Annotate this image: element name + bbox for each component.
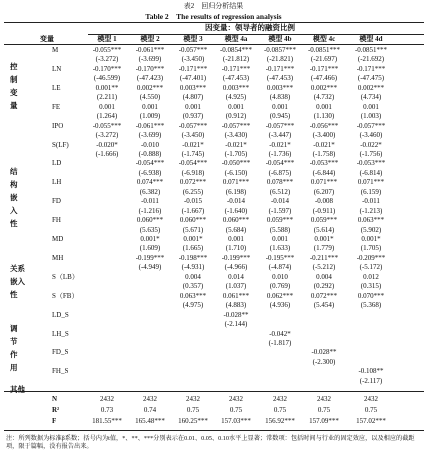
table-cell: (-21.821) — [266, 55, 294, 64]
table-cell: (1.009) — [139, 112, 161, 121]
table-cell: (-0.888) — [138, 149, 162, 158]
model-header: 模型 4d — [359, 35, 383, 43]
table-cell: (4.734) — [360, 93, 382, 102]
table-cell: -0.021* — [225, 140, 247, 149]
table-cell: (0.357) — [182, 282, 204, 291]
table-cell: -0.011 — [362, 197, 380, 206]
table-cell: (-2.117) — [359, 376, 383, 385]
model-header: 模型 4b — [268, 35, 292, 43]
group-label-char: 入 — [10, 206, 18, 215]
table-cell: (6.382) — [139, 187, 161, 196]
table-cell: -0.171*** — [178, 64, 208, 73]
table-cell: (5.902) — [360, 225, 382, 234]
table-cell: 0.001* — [183, 235, 203, 243]
table-cell: -0.171*** — [356, 64, 386, 73]
group-label-char: 构 — [10, 180, 18, 189]
table-cell: (-21.692) — [357, 55, 385, 64]
table-cell: (5.671) — [182, 225, 204, 234]
table-cell: (1.705) — [360, 244, 382, 253]
stat-name: N — [52, 395, 58, 403]
table-cell: -0.211*** — [309, 253, 339, 262]
stat-name: F — [52, 417, 57, 425]
table-cell: (-6.150) — [224, 168, 248, 177]
table-cell: (-47.423) — [136, 74, 164, 83]
table-cell: (-47.401) — [179, 74, 207, 83]
table-cell: -0.014 — [226, 197, 246, 206]
table-cell: 0.004 — [185, 272, 201, 281]
variable-name: LE — [52, 83, 61, 92]
table-cell: -0.021* — [182, 140, 204, 149]
table-cell: 0.060*** — [222, 216, 250, 225]
table-cell: (1.609) — [139, 244, 161, 253]
table-cell: (-47.453) — [222, 74, 250, 83]
table-cell: 0.078*** — [266, 178, 294, 187]
table-cell: 0.002*** — [136, 83, 164, 92]
group-label-char: 量 — [10, 101, 18, 110]
table-cell: 0.003*** — [222, 83, 250, 92]
table-cell: (1.779) — [313, 244, 335, 253]
table-cell: -0.198*** — [178, 253, 208, 262]
table-cell: -0.170*** — [92, 64, 122, 73]
table-cell: (0.769) — [269, 282, 291, 291]
table-cell: 0.071*** — [222, 178, 250, 187]
table-cell: -0.055*** — [92, 121, 122, 130]
table-cell: 0.004 — [316, 272, 332, 281]
stat-cell: 157.02*** — [356, 417, 386, 425]
variable-name: FD_S — [52, 348, 69, 357]
table-cell: (0.315) — [360, 282, 382, 291]
table-cell: -0.171*** — [309, 64, 339, 73]
table-cell: -0.008 — [314, 197, 334, 206]
table-cell: 0.001 — [228, 102, 244, 111]
table-cell: (-6.814) — [359, 168, 383, 177]
table-cell: (5.684) — [225, 225, 247, 234]
group-label-char: 关系 — [10, 264, 25, 273]
table-cell: (-3.450) — [181, 55, 205, 64]
table-cell: (6.159) — [360, 187, 382, 196]
table-cell: (0.912) — [225, 112, 247, 121]
group-label-char: 变 — [10, 88, 18, 97]
table-cell: 0.070*** — [357, 291, 385, 300]
table-cell: -0.108** — [358, 367, 384, 376]
dependent-variable-label: 因变量：领导者的融资比例 — [205, 23, 295, 32]
model-header: 模型 2 — [140, 35, 160, 43]
table-cell: (1.003) — [360, 112, 382, 121]
table-cell: (-3.272) — [95, 131, 119, 140]
stat-cell: 181.55*** — [92, 417, 122, 425]
model-header: 模型 3 — [183, 35, 203, 43]
table-cell: 0.001 — [316, 102, 332, 111]
table-cell: 0.071*** — [310, 178, 338, 187]
table-cell: (-3.460) — [359, 131, 383, 140]
stat-cell: 2432 — [317, 395, 331, 403]
table-cell: (-2.144) — [224, 320, 248, 329]
table-cell: (-4.874) — [268, 263, 292, 272]
table-cell: -0.014 — [270, 197, 290, 206]
table-cell: -0.021* — [269, 140, 291, 149]
table-cell: 0.012 — [363, 272, 379, 281]
table-cell: 0.003*** — [179, 83, 207, 92]
table-cell: 0.001* — [361, 235, 381, 243]
variable-name: M — [52, 46, 59, 54]
table-cell: (-5.172) — [359, 263, 383, 272]
table-cell: 0.014 — [228, 272, 244, 281]
variable-name: S（LB） — [52, 272, 79, 281]
table-cell: (-47.466) — [310, 74, 338, 83]
table-cell: -0.0851*** — [354, 46, 388, 54]
table-cell: (1.037) — [225, 282, 247, 291]
table-cell: (-1.640) — [224, 206, 248, 215]
table-cell: (4.550) — [139, 93, 161, 102]
table-cell: 0.001 — [228, 235, 244, 243]
group-label-char: 节 — [10, 337, 18, 346]
table-cell: (-3.400) — [312, 131, 336, 140]
stats-top-rule — [4, 391, 424, 392]
stat-cell: 2432 — [364, 395, 378, 403]
table-cell: -0.0851*** — [307, 46, 341, 54]
variable-name: S（FB） — [52, 291, 79, 300]
table-cell: 0.010 — [272, 272, 288, 281]
table-cell: (-47.453) — [266, 74, 294, 83]
model-header: 模型 4a — [224, 35, 248, 43]
table-cell: (-1.597) — [268, 206, 292, 215]
table-cell: -0.021* — [313, 140, 335, 149]
table-cell: -0.061*** — [135, 121, 165, 130]
variable-name: LN — [52, 64, 62, 73]
table-cell: (4.838) — [269, 93, 291, 102]
table-cell: (-6.875) — [268, 168, 292, 177]
table-cell: (1.264) — [96, 112, 118, 121]
table-cell: (0.945) — [269, 112, 291, 121]
table-cell: -0.011 — [141, 197, 159, 206]
group-label-char: 性 — [10, 219, 18, 228]
variable-name: LD — [52, 159, 62, 168]
table-cell: -0.053*** — [309, 159, 339, 168]
stat-cell: 0.75 — [317, 406, 331, 414]
table-bottom-rule — [4, 430, 424, 431]
variable-name: LH_S — [52, 329, 69, 338]
group-label-char: 调 — [10, 324, 18, 333]
table-cell: (-46.599) — [93, 74, 121, 83]
table-cell: -0.015 — [183, 197, 203, 206]
table-cell: (1.130) — [313, 112, 335, 121]
stat-cell: 0.75 — [273, 406, 287, 414]
table-cell: -0.170*** — [135, 64, 165, 73]
table-cell: 0.001 — [363, 102, 379, 111]
table-cell: (5.368) — [360, 301, 382, 310]
table-cell: 0.059*** — [310, 216, 338, 225]
table-cell: (-3.450) — [181, 131, 205, 140]
table-cell: (1.633) — [269, 244, 291, 253]
table-cell: (-3.447) — [268, 131, 292, 140]
table-cell: -0.020* — [96, 140, 118, 149]
table-cell: -0.028** — [311, 348, 337, 357]
stat-name: R² — [52, 406, 60, 414]
table-cell: -0.199*** — [221, 253, 251, 262]
table-caption-en: Table 2 The results of regression analysis — [145, 12, 282, 21]
table-cell: -0.053*** — [356, 159, 386, 168]
table-cell: (-6.938) — [138, 168, 162, 177]
table-cell: -0.028** — [223, 310, 249, 319]
table-cell: -0.056*** — [309, 121, 339, 130]
table-cell: (-1.705) — [224, 149, 248, 158]
table-cell: 0.061*** — [222, 291, 250, 300]
table-cell: (-3.430) — [224, 131, 248, 140]
stat-cell: 156.92*** — [265, 417, 295, 425]
stat-cell: 160.25*** — [178, 417, 208, 425]
table-cell: 0.072*** — [310, 291, 338, 300]
stat-cell: 157.03*** — [221, 417, 251, 425]
table-cell: (5.588) — [269, 225, 291, 234]
table-cell: (-1.667) — [181, 206, 205, 215]
table-cell: (6.255) — [182, 187, 204, 196]
stat-cell: 2432 — [100, 395, 114, 403]
table-cell: 0.001 — [272, 102, 288, 111]
table-cell: (-1.817) — [268, 338, 292, 347]
stat-cell: 157.09*** — [309, 417, 339, 425]
table-cell: -0.057*** — [265, 121, 295, 130]
table-cell: -0.022* — [360, 140, 382, 149]
variable-name: MH — [52, 253, 64, 262]
table-cell: (-1.758) — [312, 149, 336, 158]
table-cell: 0.001 — [185, 102, 201, 111]
table-cell: (0.292) — [313, 282, 335, 291]
table-cell: -0.171*** — [221, 64, 251, 73]
group-label-char: 控 — [10, 62, 18, 71]
table-cell: -0.057*** — [178, 121, 208, 130]
table-cell: (-1.666) — [95, 149, 119, 158]
table-cell: (0.937) — [182, 112, 204, 121]
table-cell: (5.635) — [139, 225, 161, 234]
table-cell: 0.001 — [99, 102, 115, 111]
table-cell: 0.072*** — [179, 178, 207, 187]
table-cell: (-47.475) — [357, 74, 385, 83]
table-cell: -0.0854*** — [219, 46, 253, 54]
table-cell: 0.060*** — [179, 216, 207, 225]
variable-column-header: 变量 — [40, 35, 54, 43]
group-label-char: 性 — [10, 290, 18, 299]
table-cell: 0.001* — [140, 235, 160, 243]
table-cell: (4.975) — [182, 301, 204, 310]
table-cell: 0.003*** — [266, 83, 294, 92]
table-cell: 0.060*** — [136, 216, 164, 225]
table-cell: (4.936) — [269, 301, 291, 310]
variable-name: LH — [52, 178, 62, 187]
header-bottom-rule — [4, 44, 424, 45]
table-cell: (5.614) — [313, 225, 335, 234]
stat-cell: 0.75 — [186, 406, 200, 414]
stat-cell: 2432 — [143, 395, 157, 403]
table-cell: -0.0857*** — [263, 46, 297, 54]
variable-name: MD — [52, 235, 64, 243]
table-cell: -0.054*** — [135, 159, 165, 168]
table-cell: -0.199*** — [135, 253, 165, 262]
model-header: 模型 4c — [312, 35, 336, 43]
table-cell: -0.061*** — [135, 46, 165, 54]
table-cell: (-3.699) — [138, 55, 162, 64]
table-cell: (-1.736) — [268, 149, 292, 158]
stat-cell: 2432 — [186, 395, 200, 403]
table-cell: (-4.949) — [138, 263, 162, 272]
table-cell: (-5.212) — [312, 263, 336, 272]
stat-cell: 0.74 — [143, 406, 157, 414]
table-cell: 0.059*** — [266, 216, 294, 225]
model-header: 模型 1 — [97, 35, 117, 43]
table-cell: -0.057*** — [178, 46, 208, 54]
stat-cell: 2432 — [273, 395, 287, 403]
table-cell: (-1.216) — [138, 206, 162, 215]
table-cell: 0.002*** — [357, 83, 385, 92]
variable-name: FH_S — [52, 367, 69, 376]
table-cell: -0.171*** — [265, 64, 295, 73]
variable-name: IPO — [52, 121, 64, 130]
stat-cell: 0.75 — [364, 406, 378, 414]
table-cell: (-21.812) — [222, 55, 250, 64]
table-cell: -0.195*** — [265, 253, 295, 262]
table-cell: 0.074*** — [136, 178, 164, 187]
stat-cell: 165.48*** — [135, 417, 165, 425]
group-label-char: 结 — [10, 167, 18, 176]
table-cell: -0.010 — [140, 140, 160, 149]
table-cell: (-6.918) — [181, 168, 205, 177]
table-cell: -0.050*** — [221, 159, 251, 168]
group-label-char: 作 — [10, 350, 18, 359]
variable-name: FD — [52, 197, 61, 206]
stat-cell: 2432 — [229, 395, 243, 403]
group-label-char: 嵌 — [10, 193, 18, 202]
table-cell: 0.062*** — [266, 291, 294, 300]
table-cell: -0.042* — [269, 329, 291, 338]
table-cell: (-1.213) — [359, 206, 383, 215]
table-cell: (-3.272) — [95, 55, 119, 64]
variable-name: LD_S — [52, 310, 69, 319]
table-cell: -0.057*** — [221, 121, 251, 130]
group-label-char: 其他 — [10, 385, 25, 394]
variable-name: FH — [52, 216, 61, 225]
table-cell: (-4.931) — [181, 263, 205, 272]
table-cell: -0.055*** — [92, 46, 122, 54]
stat-cell: 0.73 — [100, 406, 114, 414]
table-cell: 0.063*** — [179, 291, 207, 300]
table-cell: (4.925) — [225, 93, 247, 102]
table-cell: (-1.745) — [181, 149, 205, 158]
table-footnote: 注：所列数据为标准β系数；括号内为t值，*、**、***分别表示在0.01、0.05、0.10水平上显著；常数项：包括时间与行业的固定效应，以及相应的截距项，限于篇幅，没有报告出来。 — [6, 435, 415, 450]
table-caption-cn: 表2 回归分析结果 — [183, 2, 244, 10]
table-cell: -0.209*** — [356, 253, 386, 262]
table-cell: (6.198) — [225, 187, 247, 196]
table-cell: 0.001 — [272, 235, 288, 243]
group-label-char: 制 — [10, 75, 18, 84]
stat-cell: 0.75 — [229, 406, 243, 414]
table-cell: 0.001* — [314, 235, 334, 243]
table-cell: (6.207) — [313, 187, 335, 196]
table-cell: -0.054*** — [178, 159, 208, 168]
group-label-char: 用 — [10, 363, 18, 372]
table-cell: (-2.300) — [312, 357, 336, 366]
table-cell: (5.454) — [313, 301, 335, 310]
table-cell: (-6.844) — [312, 168, 336, 177]
table-cell: (4.732) — [313, 93, 335, 102]
table-cell: -0.054*** — [265, 159, 295, 168]
table-cell: 0.002*** — [310, 83, 338, 92]
variable-name: FE — [52, 102, 61, 111]
table-cell: (4.807) — [182, 93, 204, 102]
table-cell: -0.057*** — [356, 121, 386, 130]
variable-name: S(LF) — [52, 140, 69, 149]
table-cell: 0.063*** — [357, 216, 385, 225]
table-cell: (4.883) — [225, 301, 247, 310]
table-cell: (-1.756) — [359, 149, 383, 158]
table-cell: (1.710) — [225, 244, 247, 253]
table-cell: 0.071*** — [357, 178, 385, 187]
table-cell: 0.001** — [95, 83, 119, 92]
table-cell: (2.211) — [96, 93, 118, 102]
table-cell: (-0.911) — [312, 206, 336, 215]
table-cell: (6.512) — [269, 187, 291, 196]
table-cell: (-21.697) — [310, 55, 338, 64]
table-cell: (-4.966) — [224, 263, 248, 272]
table-cell: (-3.699) — [138, 131, 162, 140]
group-label-char: 嵌入 — [10, 277, 25, 286]
table-cell: 0.001 — [142, 102, 158, 111]
table-cell: (1.665) — [182, 244, 204, 253]
